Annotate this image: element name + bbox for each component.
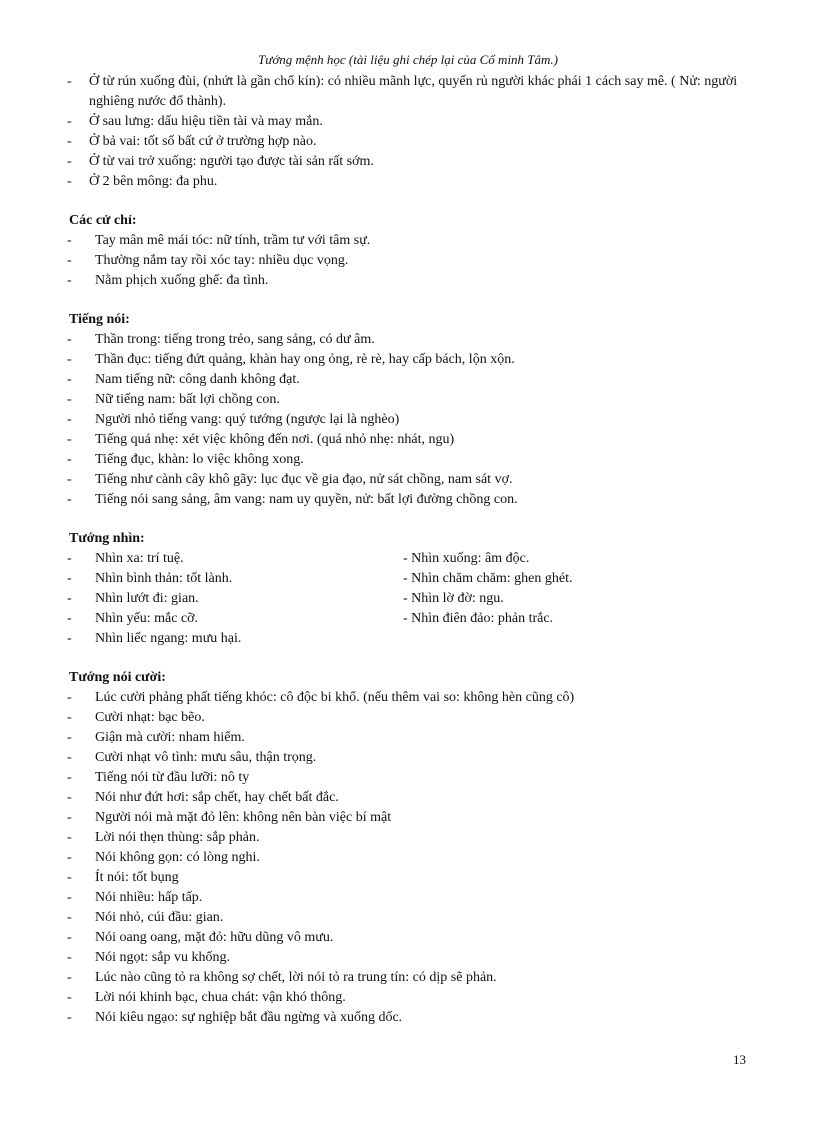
list-item-text-right: - Nhìn điên đảo: phản trắc.: [403, 611, 554, 626]
bullet-dash: -: [67, 273, 72, 288]
bullet-dash: -: [67, 114, 72, 129]
list-item: [67, 410, 757, 430]
list-item-text: Thần đục: tiếng đứt quảng, khàn hay ong ỏng, rè rè, hay cấp bách, lộn xộn.: [95, 352, 515, 367]
list-item-text: Giận mà cười: nham hiểm.: [95, 730, 245, 745]
bullet-dash: -: [67, 134, 72, 149]
list-item-text: Ở từ rún xuống đùi, (nhứt là gần chổ kín): có nhiều mãnh lực, quyến rủ người khác phái 1 cách say mê. ( Nử: người nghiêng nước đổ thành).: [89, 74, 738, 109]
list-item: [67, 828, 757, 848]
list-item: [67, 549, 757, 569]
bullet-dash: -: [67, 392, 72, 407]
list-item: [67, 609, 757, 629]
list-item: [67, 988, 757, 1008]
section-voice: [67, 310, 757, 510]
list-item: [67, 948, 757, 968]
list-item: [67, 470, 757, 490]
list-item-text: Lời nói khinh bạc, chua chát: vận khó thông.: [95, 990, 346, 1005]
list-item: [67, 72, 757, 112]
list-item-text: Ở bả vai: tốt số bất cứ ở trường hợp nào.: [89, 134, 317, 149]
list-item: [67, 251, 757, 271]
bullet-dash: -: [67, 790, 72, 805]
list-item: [67, 888, 757, 908]
list-item: [67, 271, 757, 291]
list-item-text-right: - Nhìn lờ đờ: ngu.: [403, 591, 504, 606]
document-body: [67, 72, 757, 1028]
bullet-dash: -: [67, 332, 72, 347]
page-header: Tướng mệnh học (tài liệu ghi chép lại của Cổ minh Tâm.): [258, 52, 558, 67]
list-item-text: Nói ngọt: sắp vu khống.: [95, 950, 230, 965]
list-item-text: Người nhỏ tiếng vang: quý tướng (ngược lại là nghèo): [95, 412, 400, 427]
bullet-dash: -: [67, 611, 72, 626]
list-item-text-right: - Nhìn xuống: âm độc.: [403, 551, 530, 566]
list-item-text: Nhìn yếu: mắc cỡ.: [95, 611, 199, 626]
list-item: [67, 112, 757, 132]
list-item-text: Tiếng quá nhẹ: xét việc không đến nơi. (quá nhỏ nhẹ: nhát, ngu): [95, 432, 455, 447]
list-item: [67, 450, 757, 470]
bullet-dash: -: [67, 432, 72, 447]
list-item: [67, 788, 757, 808]
list-item: [67, 728, 757, 748]
list-item: [67, 868, 757, 888]
section-title: Các cử chỉ:: [69, 213, 137, 228]
list-item-text: Nói nhỏ, cúi đầu: gian.: [95, 910, 224, 925]
list-item-text: Tiếng đục, khàn: lo việc không xong.: [95, 452, 304, 467]
list-item: [67, 152, 757, 172]
bullet-dash: -: [67, 154, 72, 169]
bullet-dash: -: [67, 253, 72, 268]
section-gaze: [67, 529, 757, 649]
bullet-dash: -: [67, 372, 72, 387]
list-item-text: Cười nhạt vô tình: mưu sâu, thận trọng.: [95, 750, 317, 765]
list-item-text: Nam tiếng nữ: công danh không đạt.: [95, 372, 300, 387]
bullet-dash: -: [67, 890, 72, 905]
list-item: [67, 928, 757, 948]
list-item-text: Nằm phịch xuống ghế: đa tình.: [95, 273, 269, 288]
list-item: [67, 350, 757, 370]
bullet-dash: -: [67, 830, 72, 845]
list-item-text: Nói nhiều: hấp tấp.: [95, 890, 203, 905]
bullet-dash: -: [67, 352, 72, 367]
bullet-dash: -: [67, 950, 72, 965]
bullet-dash: -: [67, 174, 72, 189]
list-item: [67, 172, 757, 192]
list-item-text: Nhìn bình thản: tốt lành.: [95, 571, 233, 586]
list-item-text: Nói kiêu ngạo: sự nghiệp bắt đầu ngừng và xuống dốc.: [95, 1010, 403, 1025]
intro-list: [67, 72, 757, 192]
bullet-dash: -: [67, 690, 72, 705]
list-item-text: Ở 2 bên mông: đa phu.: [89, 174, 218, 189]
list-item: [67, 430, 757, 450]
list-item: [67, 231, 757, 251]
bullet-dash: -: [67, 810, 72, 825]
list-item-text: Tay mân mê mái tóc: nữ tính, trầm tư với tâm sự.: [95, 233, 371, 248]
list-item: [67, 808, 757, 828]
bullet-dash: -: [67, 492, 72, 507]
list-item: [67, 968, 757, 988]
bullet-dash: -: [67, 910, 72, 925]
list-item: [67, 768, 757, 788]
list-item-text: Nhìn lướt đi: gian.: [95, 591, 199, 606]
list-item-text: Ở sau lưng: dấu hiệu tiền tài và may mắn.: [89, 114, 323, 129]
bullet-dash: -: [67, 870, 72, 885]
list-item-text: Nhìn xa: trí tuệ.: [95, 551, 184, 566]
list-item-text: Người nói mà mặt đỏ lên: không nên bàn việc bí mật: [95, 810, 392, 825]
bullet-dash: -: [67, 930, 72, 945]
section-title: Tướng nhìn:: [69, 531, 145, 546]
list-item: [67, 370, 757, 390]
list-item-text: Nói như đứt hơi: sắp chết, hay chết bất đắc.: [95, 790, 339, 805]
list-item-text: Tiếng nói từ đầu lưỡi: nô ty: [95, 770, 250, 785]
section-title: Tướng nói cười:: [69, 670, 166, 685]
bullet-dash: -: [67, 591, 72, 606]
list-item-text: Lời nói thẹn thùng: sắp phản.: [95, 830, 260, 845]
bullet-dash: -: [67, 452, 72, 467]
list-item: [67, 390, 757, 410]
bullet-dash: -: [67, 770, 72, 785]
bullet-dash: -: [67, 1010, 72, 1025]
section-speech-laugh: [67, 668, 757, 1028]
bullet-dash: -: [67, 631, 72, 646]
list-item-text: Nói oang oang, mặt đỏ: hữu dũng vô mưu.: [95, 930, 334, 945]
list-item-text: Cười nhạt: bạc bẽo.: [95, 710, 205, 725]
list-item: [67, 708, 757, 728]
bullet-dash: -: [67, 990, 72, 1005]
list-item-text: Nữ tiếng nam: bất lợi chồng con.: [95, 392, 280, 407]
bullet-dash: -: [67, 551, 72, 566]
list-item-text: Nói không gọn: có lòng nghi.: [95, 850, 260, 865]
list-item: [67, 748, 757, 768]
page-number: 13: [733, 1052, 746, 1067]
bullet-dash: -: [67, 850, 72, 865]
bullet-dash: -: [67, 412, 72, 427]
list-item-text: Ở từ vai trở xuống: người tạo được tài sản rất sớm.: [89, 154, 374, 169]
list-item: [67, 589, 757, 609]
list-item-text: Tiếng như cành cây khô gãy: lục đục về gia đạo, nử sát chồng, nam sát vợ.: [95, 472, 513, 487]
list-item: [67, 132, 757, 152]
bullet-dash: -: [67, 233, 72, 248]
list-item-text: Lúc nào cũng tỏ ra không sợ chết, lời nói tỏ ra trung tín: có dịp sẽ phản.: [95, 970, 497, 985]
list-item: [67, 569, 757, 589]
list-item-text: Tiếng nói sang sảng, âm vang: nam uy quyền, nử: bất lợi đường chồng con.: [95, 492, 518, 507]
list-item: [67, 490, 757, 510]
list-item-text: Thường nắm tay rồi xóc tay: nhiều dục vọng.: [95, 253, 349, 268]
bullet-dash: -: [67, 571, 72, 586]
bullet-dash: -: [67, 730, 72, 745]
list-item: [67, 629, 757, 649]
list-item-text: Thần trong: tiếng trong trẻo, sang sảng, có dư âm.: [95, 332, 375, 347]
section-title: Tiếng nói:: [69, 312, 130, 327]
list-item: [67, 688, 757, 708]
list-item-text: Lúc cười phảng phất tiếng khóc: cô độc bi khổ. (nếu thêm vai so: không hèn cũng cô): [95, 690, 575, 705]
bullet-dash: -: [67, 750, 72, 765]
list-item-text: Nhìn liếc ngang: mưu hại.: [95, 631, 242, 646]
list-item: [67, 330, 757, 350]
bullet-dash: -: [67, 710, 72, 725]
list-item: [67, 1008, 757, 1028]
section-gestures: [67, 211, 757, 291]
bullet-dash: -: [67, 970, 72, 985]
list-item: [67, 848, 757, 868]
list-item-text-right: - Nhìn chăm chăm: ghen ghét.: [403, 571, 573, 586]
bullet-dash: -: [67, 472, 72, 487]
list-item-text: Ít nói: tốt bụng: [95, 870, 179, 885]
bullet-dash: -: [67, 74, 72, 89]
list-item: [67, 908, 757, 928]
